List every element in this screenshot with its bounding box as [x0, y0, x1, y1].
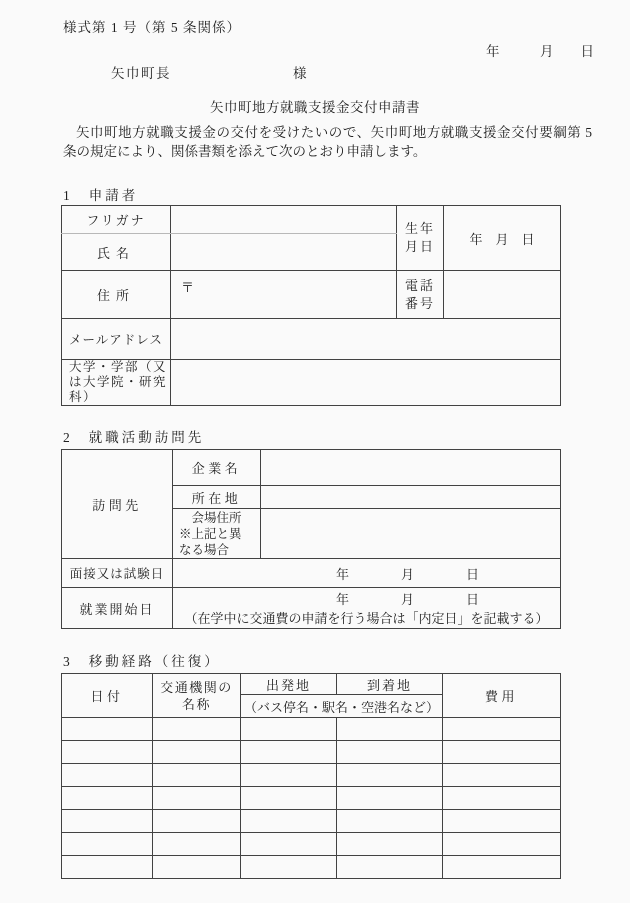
start-date-label: 就業開始日 [62, 588, 173, 629]
travel-empty-cell [443, 833, 561, 856]
col-header-arrival: 到着地 [337, 674, 443, 695]
col-header-date: 日付 [62, 674, 153, 718]
company-label: 企業名 [173, 450, 261, 486]
birthdate-value-cell: 年 月 日 [444, 206, 561, 271]
section3-number: 3 [63, 654, 70, 669]
travel-empty-cell [443, 718, 561, 741]
travel-empty-row [62, 764, 561, 787]
location-value-cell [261, 486, 561, 509]
addressee-honorific: 様 [293, 66, 307, 81]
section2-title: 就職活動訪問先 [88, 430, 205, 445]
intro-line-1: 矢巾町地方就職支援金の交付を受けたいので、矢巾町地方就職支援金交付要綱第 5 [76, 125, 592, 140]
travel-empty-cell [241, 810, 337, 833]
name-value-cell [171, 234, 397, 271]
furigana-value-cell [171, 206, 397, 234]
travel-empty-cell [337, 741, 443, 764]
travel-empty-cell [337, 764, 443, 787]
travel-empty-cell [62, 833, 153, 856]
travel-empty-cell [443, 764, 561, 787]
addressee-name: 矢巾町長 [111, 66, 171, 81]
travel-empty-cell [241, 764, 337, 787]
visit-table [61, 449, 561, 629]
venue-value-cell [261, 509, 561, 559]
birthdate-label: 生年 月日 [397, 206, 444, 271]
travel-empty-cell [337, 833, 443, 856]
col-header-stop-note: （バス停名・駅名・空港名など） [241, 695, 443, 718]
travel-empty-cell [443, 810, 561, 833]
travel-empty-cell [62, 764, 153, 787]
interview-date-label: 面接又は試験日 [62, 559, 173, 588]
company-value-cell [261, 450, 561, 486]
travel-empty-cell [443, 856, 561, 879]
form-number: 様式第 1 号（第 5 条関係） [63, 20, 241, 35]
travel-empty-cell [337, 856, 443, 879]
venue-label: 会場住所 ※上記と異 なる場合 [173, 509, 261, 559]
travel-empty-cell [443, 741, 561, 764]
applicant-table [61, 205, 561, 406]
travel-empty-cell [153, 833, 241, 856]
section1-number: 1 [63, 188, 70, 203]
section2-heading [0, 430, 630, 446]
travel-empty-cell [153, 856, 241, 879]
addressee-line [0, 65, 630, 82]
name-label: 氏名 [62, 234, 171, 271]
email-label: メールアドレス [62, 319, 171, 360]
travel-empty-cell [153, 718, 241, 741]
start-date-line: 年 月 日 [336, 591, 480, 607]
travel-empty-cell [62, 718, 153, 741]
travel-empty-row [62, 741, 561, 764]
travel-empty-cell [153, 764, 241, 787]
travel-empty-cell [337, 718, 443, 741]
travel-empty-cell [241, 833, 337, 856]
travel-empty-row [62, 810, 561, 833]
travel-empty-cell [241, 856, 337, 879]
travel-empty-cell [443, 787, 561, 810]
travel-empty-cell [62, 856, 153, 879]
travel-empty-cell [241, 787, 337, 810]
col-header-departure: 出発地 [241, 674, 337, 695]
visit-label: 訪問先 [62, 450, 173, 559]
travel-rows [62, 718, 561, 879]
travel-empty-cell [62, 787, 153, 810]
interview-date-value-cell: 年 月 日 [173, 559, 561, 588]
travel-empty-cell [62, 810, 153, 833]
postal-mark: 〒 [181, 280, 195, 295]
date-line: 年 月 日 [486, 44, 594, 59]
travel-empty-cell [153, 787, 241, 810]
col-header-cost: 費用 [443, 674, 561, 718]
document-title: 矢巾町地方就職支援金交付申請書 [210, 100, 420, 115]
travel-empty-row [62, 833, 561, 856]
travel-header [62, 674, 561, 718]
travel-table [61, 673, 561, 879]
section1-title: 申請者 [88, 188, 139, 203]
travel-empty-cell [62, 741, 153, 764]
intro-paragraph [63, 124, 592, 161]
travel-empty-cell [241, 741, 337, 764]
university-value-cell [171, 360, 561, 406]
section3-heading [0, 654, 630, 670]
travel-empty-row [62, 718, 561, 741]
travel-empty-cell [337, 810, 443, 833]
travel-empty-cell [241, 718, 337, 741]
email-value-cell [171, 319, 561, 360]
intro-line-2: 条の規定により、関係書類を添えて次のとおり申請します。 [63, 143, 427, 159]
section3-title: 移動経路（往復） [88, 654, 221, 669]
col-header-transport: 交通機関の 名称 [153, 674, 241, 718]
section1-heading [0, 188, 630, 204]
location-label: 所在地 [173, 486, 261, 509]
section2-number: 2 [63, 430, 70, 445]
travel-empty-cell [153, 741, 241, 764]
address-value-cell [171, 271, 397, 319]
travel-empty-row [62, 787, 561, 810]
phone-label: 電話 番号 [397, 271, 444, 319]
start-date-note: （在学中に交通費の申請を行う場合は「内定日」を記載する） [184, 610, 549, 626]
address-label: 住所 [62, 271, 171, 319]
phone-value-cell [444, 271, 561, 319]
university-label: 大学・学部（又 は大学院・研究 科） [62, 360, 171, 406]
travel-empty-cell [153, 810, 241, 833]
start-date-value-cell [173, 588, 561, 629]
travel-empty-cell [337, 787, 443, 810]
travel-empty-row [62, 856, 561, 879]
furigana-label: フリガナ [62, 206, 171, 234]
